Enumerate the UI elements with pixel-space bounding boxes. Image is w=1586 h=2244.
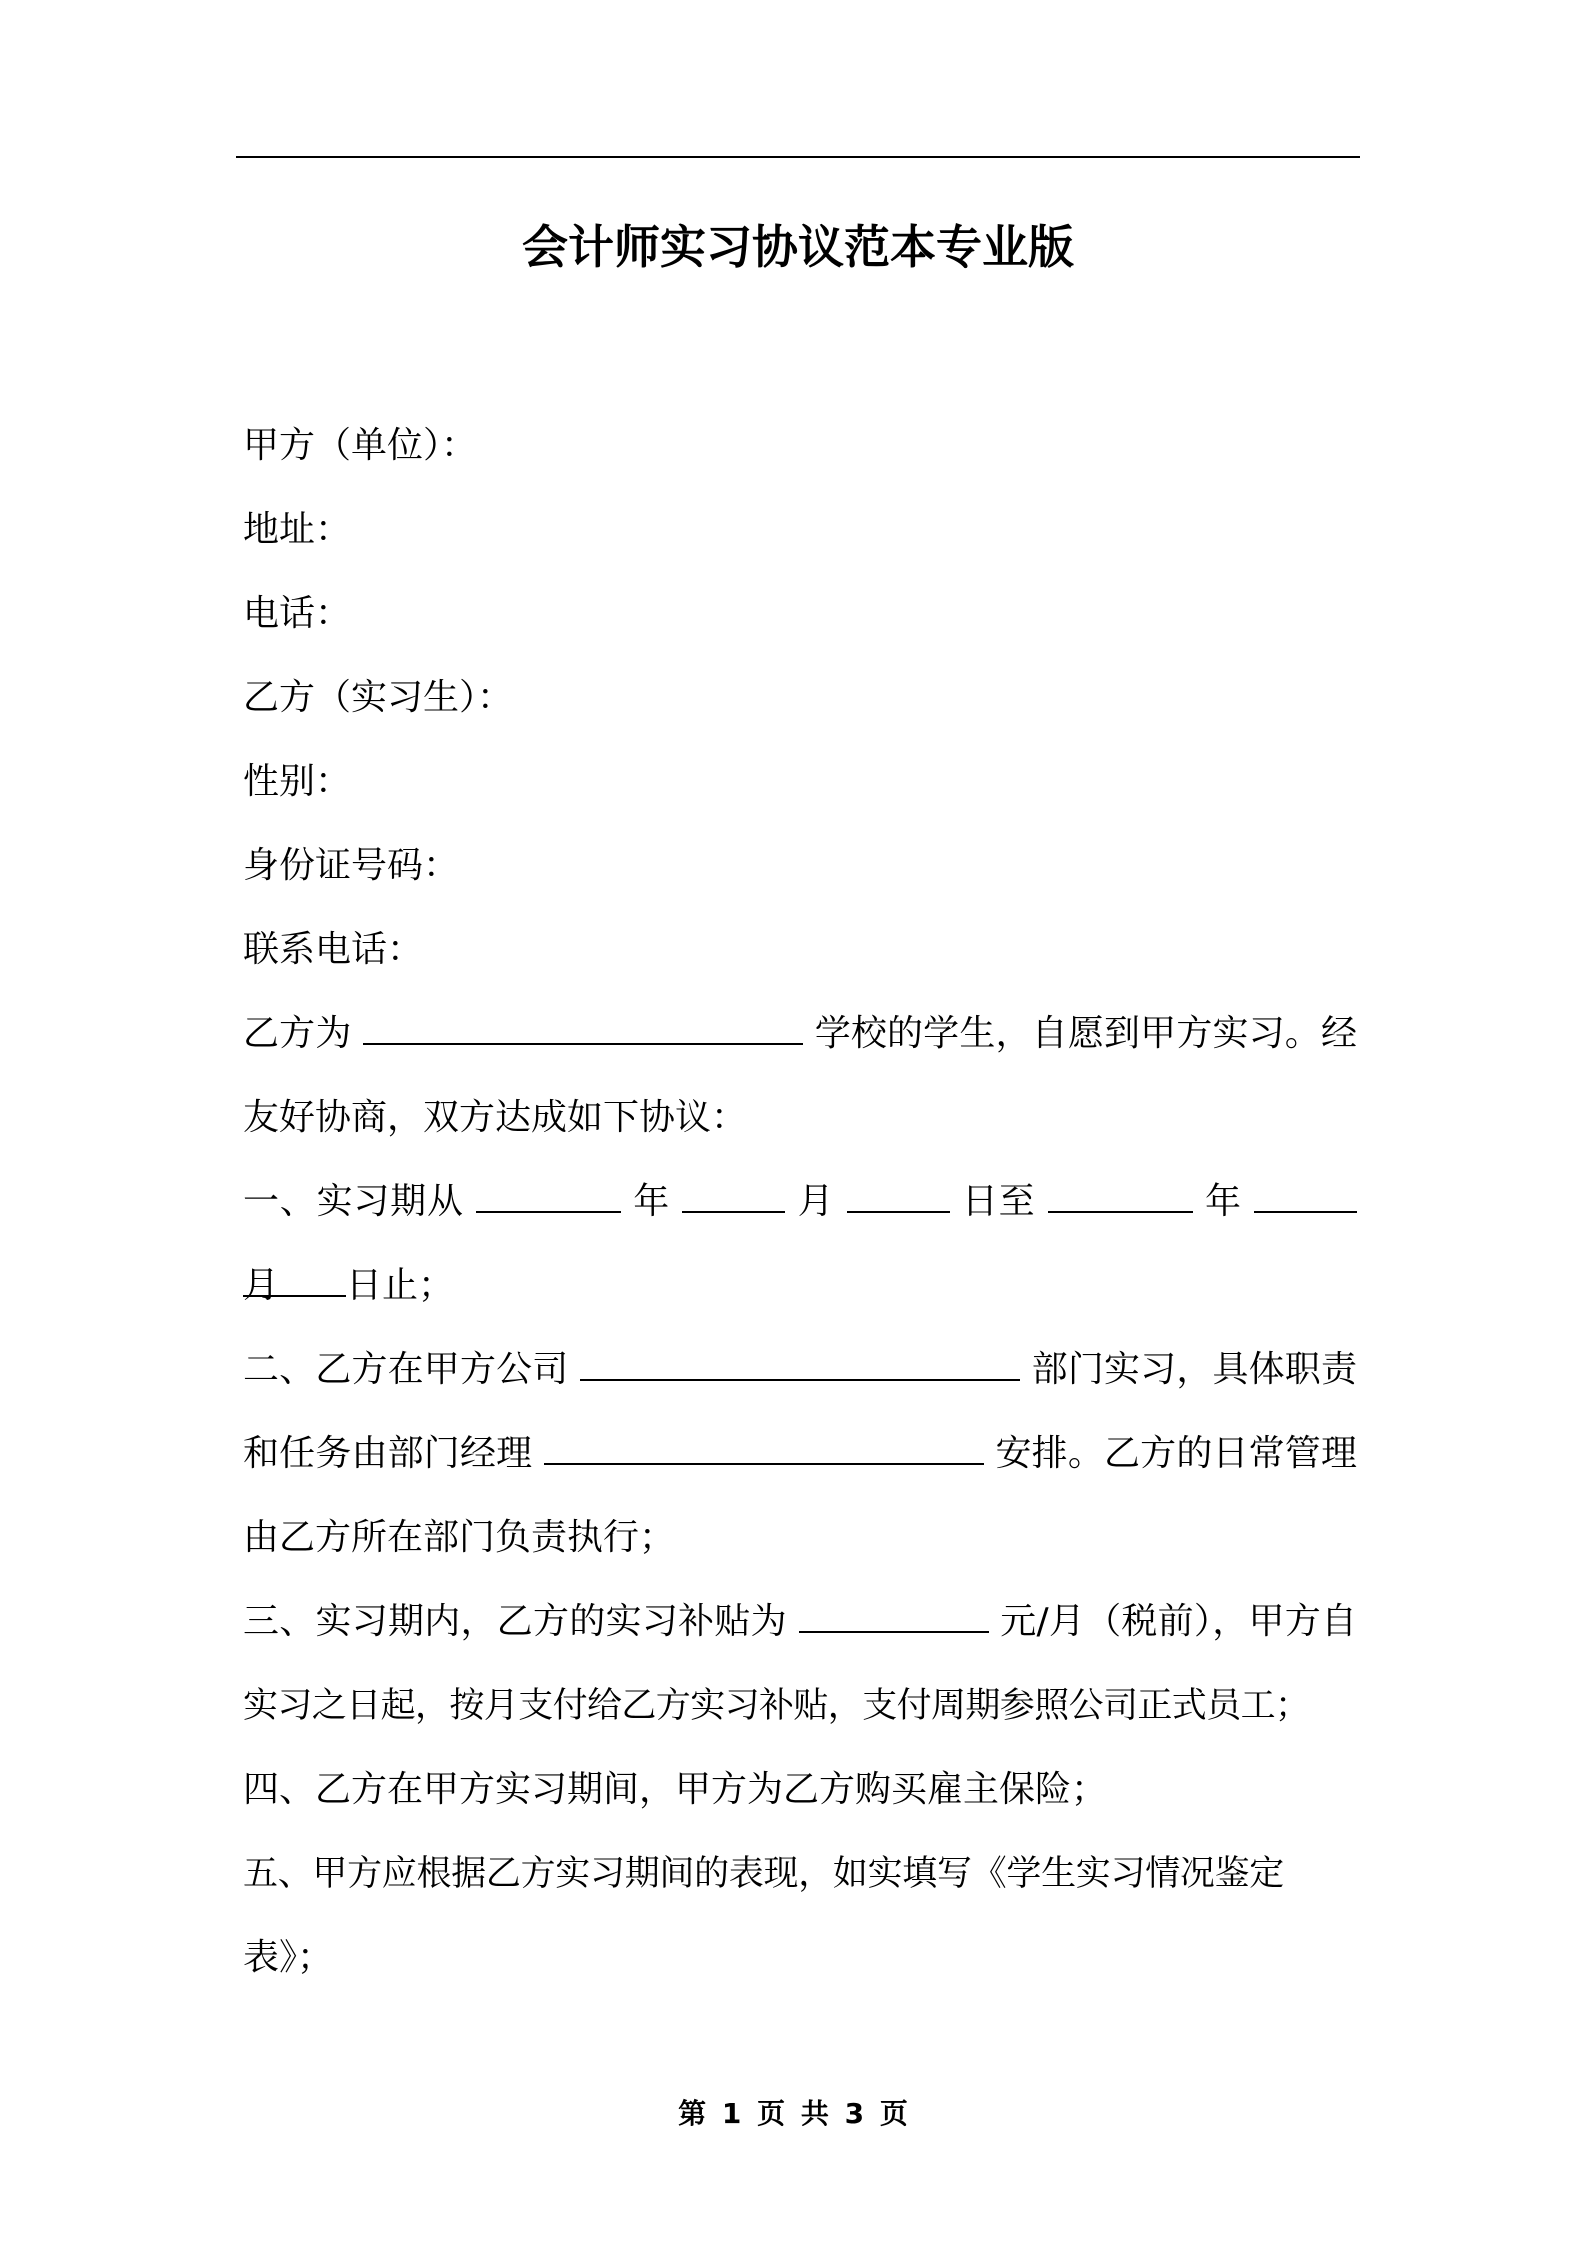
clause-5-line-2: 表》； <box>243 1937 334 1978</box>
clause-1-line-2 <box>243 1244 1357 1328</box>
field-party-a: 甲方（单位）： <box>243 425 478 466</box>
clause-5-line-1: 五、甲方应根据乙方实习期间的表现，如实填写《学生实习情况鉴定 <box>243 1854 1285 1894</box>
intro-line-1 <box>243 992 1357 1076</box>
department-blank[interactable] <box>580 1345 1020 1381</box>
clause-1-text-c: 月 <box>797 1181 835 1222</box>
end-month-blank[interactable] <box>1254 1177 1357 1213</box>
field-gender: 性别： <box>243 761 352 802</box>
intro-text-a: 乙方为 <box>243 1013 352 1054</box>
clause-4-line-1: 四、乙方在甲方实习期间，甲方为乙方购买雇主保险； <box>243 1769 1108 1810</box>
page-number: 第 1 页 共 3 页 <box>678 2097 908 2130</box>
end-year-blank[interactable] <box>1048 1177 1193 1213</box>
clause-3-text-a: 三、实习期内，乙方的实习补贴为 <box>243 1601 787 1642</box>
clause-2-text-d: 安排。乙方的日常管理 <box>995 1433 1357 1474</box>
clause-3-line-2: 实习之日起，按月支付给乙方实习补贴，支付周期参照公司正式员工； <box>243 1686 1310 1726</box>
clause-2-text-c: 和任务由部门经理 <box>243 1433 533 1474</box>
field-phone: 电话： <box>243 593 352 634</box>
field-party-b: 乙方（实习生）： <box>243 677 514 718</box>
intro-text-b: 学校的学生，自愿到甲方实习。经 <box>814 1013 1357 1054</box>
clause-3-text-b: 元/月（税前），甲方自 <box>1000 1601 1357 1642</box>
start-month-blank[interactable] <box>682 1177 785 1213</box>
clause-2-line-3: 由乙方所在部门负责执行； <box>243 1517 676 1558</box>
clause-1-text-g: 日止； <box>346 1265 455 1306</box>
manager-blank[interactable] <box>544 1429 984 1465</box>
document-body <box>243 404 1357 2000</box>
clause-1-text-a: 一、实习期从 <box>243 1181 464 1222</box>
intro-line-2: 友好协商，双方达成如下协议： <box>243 1097 748 1138</box>
clause-2-line-1 <box>243 1328 1357 1412</box>
clause-2-text-a: 二、乙方在甲方公司 <box>243 1349 569 1390</box>
subsidy-amount-blank[interactable] <box>799 1597 989 1633</box>
field-address: 地址： <box>243 509 352 550</box>
school-name-blank[interactable] <box>363 1009 803 1045</box>
start-day-blank[interactable] <box>847 1177 950 1213</box>
clause-1-text-e: 年 <box>1204 1181 1242 1222</box>
end-day-blank[interactable] <box>243 1261 346 1297</box>
document-title: 会计师实习协议范本专业版 <box>522 220 1074 274</box>
clause-1-text-f: 月 <box>243 1265 280 1306</box>
field-contact-phone: 联系电话： <box>243 929 424 970</box>
start-year-blank[interactable] <box>476 1177 621 1213</box>
header-rule <box>236 156 1360 158</box>
clause-1-text-b: 年 <box>633 1181 671 1222</box>
field-id-number: 身份证号码： <box>243 845 460 886</box>
clause-2-text-b: 部门实习，具体职责 <box>1031 1349 1357 1390</box>
clause-3-line-1 <box>243 1580 1357 1664</box>
clause-1-text-d: 日至 <box>961 1181 1036 1222</box>
clause-2-line-2 <box>243 1412 1357 1496</box>
